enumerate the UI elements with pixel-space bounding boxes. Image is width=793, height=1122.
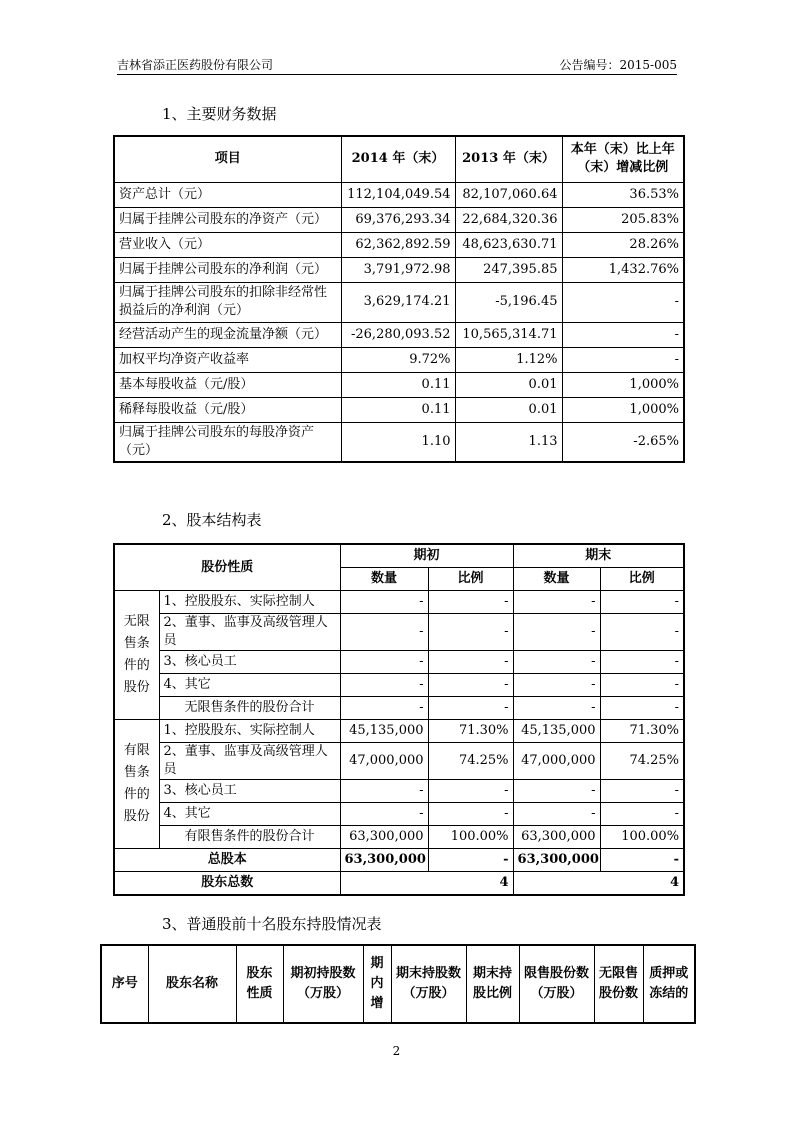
page-header — [117, 52, 677, 75]
start-qty: 63,300,000 — [340, 826, 428, 849]
start-qty: 45,135,000 — [340, 720, 428, 743]
change-ratio: - — [562, 282, 684, 322]
end-ratio: - — [600, 651, 684, 674]
end-ratio: - — [600, 803, 684, 826]
holders-col-header: 期内增 — [363, 945, 391, 1023]
total-ratio-start: - — [428, 849, 513, 872]
table-row — [114, 591, 684, 614]
table-row — [114, 207, 684, 232]
end-qty: - — [513, 674, 600, 697]
page-number: 2 — [392, 1044, 401, 1058]
value-2014: 3,791,972.98 — [341, 257, 455, 282]
section3-title: 3、普通股前十名股东持股情况表 — [162, 915, 382, 933]
value-2014: -26,280,093.52 — [341, 322, 455, 347]
value-2013: 82,107,060.64 — [455, 182, 562, 207]
value-2013: 22,684,320.36 — [455, 207, 562, 232]
end-ratio: - — [600, 780, 684, 803]
value-2013: 1.13 — [455, 422, 562, 462]
share-row-name: 4、其它 — [159, 674, 340, 697]
table-row — [114, 397, 684, 422]
holders-col-header: 限售股份数（万股） — [519, 945, 594, 1023]
end-qty: - — [513, 780, 600, 803]
end-qty: 47,000,000 — [513, 743, 600, 780]
start-ratio: - — [428, 803, 513, 826]
value-2013: 1.12% — [455, 347, 562, 372]
value-2014: 9.72% — [341, 347, 455, 372]
change-ratio: 1,000% — [562, 372, 684, 397]
col-header-2013: 2013 年（末） — [455, 136, 562, 182]
start-qty-header: 数量 — [340, 568, 428, 591]
financial-item: 经营活动产生的现金流量净额（元） — [114, 322, 341, 347]
start-qty: - — [340, 674, 428, 697]
end-qty: - — [513, 614, 600, 651]
table-row — [114, 372, 684, 397]
value-2013: 10,565,314.71 — [455, 322, 562, 347]
table-row — [114, 826, 684, 849]
change-ratio: 28.26% — [562, 232, 684, 257]
start-header: 期初 — [340, 544, 513, 568]
start-qty: 47,000,000 — [340, 743, 428, 780]
share-row-name: 2、董事、监事及高级管理人员 — [159, 743, 340, 780]
table-row — [114, 422, 684, 462]
holders-col-header: 无限售股份数 — [594, 945, 643, 1023]
table-row — [114, 743, 684, 780]
financial-item: 资产总计（元） — [114, 182, 341, 207]
value-2013: 0.01 — [455, 397, 562, 422]
start-ratio: 74.25% — [428, 743, 513, 780]
col-header-change: 本年（末）比上年（末）增减比例 — [562, 136, 684, 182]
table-row — [114, 347, 684, 372]
value-2014: 0.11 — [341, 372, 455, 397]
financial-data-table — [113, 135, 685, 463]
total-shares-start: 63,300,000 — [340, 849, 428, 872]
start-ratio: 71.30% — [428, 720, 513, 743]
value-2014: 1.10 — [341, 422, 455, 462]
holders-col-header: 期末持股数（万股） — [391, 945, 466, 1023]
financial-item: 营业收入（元） — [114, 232, 341, 257]
end-qty: - — [513, 803, 600, 826]
table-row — [114, 780, 684, 803]
value-2013: -5,196.45 — [455, 282, 562, 322]
total-ratio-end: - — [600, 849, 684, 872]
table-row — [114, 674, 684, 697]
end-qty: 45,135,000 — [513, 720, 600, 743]
end-qty-header: 数量 — [513, 568, 600, 591]
table-row — [114, 697, 684, 720]
end-ratio: - — [600, 697, 684, 720]
col-header-item: 项目 — [114, 136, 341, 182]
start-qty: - — [340, 614, 428, 651]
table-row — [114, 651, 684, 674]
nature-header: 股份性质 — [114, 544, 340, 591]
table-row — [114, 614, 684, 651]
share-row-name: 1、控股股东、实际控制人 — [159, 720, 340, 743]
start-qty: - — [340, 780, 428, 803]
share-row-name: 4、其它 — [159, 803, 340, 826]
table-row — [114, 803, 684, 826]
notice-number: 公告编号：2015-005 — [559, 58, 677, 72]
change-ratio: 36.53% — [562, 182, 684, 207]
start-qty: - — [340, 651, 428, 674]
table-row — [114, 282, 684, 322]
holders-label: 股东总数 — [114, 872, 340, 896]
start-ratio: - — [428, 780, 513, 803]
change-ratio: 1,000% — [562, 397, 684, 422]
change-ratio: -2.65% — [562, 422, 684, 462]
value-2013: 247,395.85 — [455, 257, 562, 282]
holders-col-header: 期末持股比例 — [466, 945, 519, 1023]
start-qty: - — [340, 803, 428, 826]
holders-col-header: 股东性质 — [236, 945, 283, 1023]
start-ratio: - — [428, 697, 513, 720]
start-ratio: - — [428, 614, 513, 651]
start-qty: - — [340, 591, 428, 614]
share-row-name: 3、核心员工 — [159, 780, 340, 803]
financial-item: 加权平均净资产收益率 — [114, 347, 341, 372]
section1-title: 1、主要财务数据 — [162, 105, 277, 123]
end-qty: - — [513, 591, 600, 614]
total-shares-end: 63,300,000 — [513, 849, 600, 872]
share-group-label: 无限售条件的股份 — [114, 591, 159, 720]
financial-item: 稀释每股收益（元/股） — [114, 397, 341, 422]
share-row-name: 2、董事、监事及高级管理人员 — [159, 614, 340, 651]
holders-col-header: 序号 — [101, 945, 148, 1023]
start-ratio: - — [428, 674, 513, 697]
value-2014: 62,362,892.59 — [341, 232, 455, 257]
value-2013: 48,623,630.71 — [455, 232, 562, 257]
financial-item: 归属于挂牌公司股东的每股净资产（元） — [114, 422, 341, 462]
end-qty: 63,300,000 — [513, 826, 600, 849]
end-ratio: 71.30% — [600, 720, 684, 743]
share-row-name: 1、控股股东、实际控制人 — [159, 591, 340, 614]
end-qty: - — [513, 697, 600, 720]
end-ratio: 74.25% — [600, 743, 684, 780]
start-ratio: - — [428, 651, 513, 674]
end-ratio: - — [600, 591, 684, 614]
share-structure-table — [113, 543, 685, 896]
end-header: 期末 — [513, 544, 684, 568]
change-ratio: 1,432.76% — [562, 257, 684, 282]
total-shares-label: 总股本 — [114, 849, 340, 872]
section2-title: 2、股本结构表 — [162, 511, 262, 529]
share-row-name: 无限售条件的股份合计 — [159, 697, 340, 720]
start-ratio: - — [428, 591, 513, 614]
table-row — [114, 232, 684, 257]
holders-start: 4 — [340, 872, 513, 896]
end-ratio: 100.00% — [600, 826, 684, 849]
top-holders-table — [100, 944, 696, 1024]
change-ratio: - — [562, 347, 684, 372]
change-ratio: 205.83% — [562, 207, 684, 232]
start-ratio: 100.00% — [428, 826, 513, 849]
value-2014: 112,104,049.54 — [341, 182, 455, 207]
holders-col-header: 期初持股数（万股） — [283, 945, 363, 1023]
share-row-name: 3、核心员工 — [159, 651, 340, 674]
share-row-name: 有限售条件的股份合计 — [159, 826, 340, 849]
company-name: 吉林省添正医药股份有限公司 — [117, 58, 274, 72]
financial-item: 基本每股收益（元/股） — [114, 372, 341, 397]
start-ratio-header: 比例 — [428, 568, 513, 591]
value-2013: 0.01 — [455, 372, 562, 397]
table-row — [114, 322, 684, 347]
end-ratio: - — [600, 674, 684, 697]
value-2014: 69,376,293.34 — [341, 207, 455, 232]
holders-col-header: 股东名称 — [148, 945, 236, 1023]
financial-item: 归属于挂牌公司股东的净资产（元） — [114, 207, 341, 232]
table-row — [114, 720, 684, 743]
table-row — [114, 182, 684, 207]
value-2014: 3,629,174.21 — [341, 282, 455, 322]
col-header-2014: 2014 年（末） — [341, 136, 455, 182]
end-ratio: - — [600, 614, 684, 651]
financial-item: 归属于挂牌公司股东的扣除非经常性损益后的净利润（元） — [114, 282, 341, 322]
end-ratio-header: 比例 — [600, 568, 684, 591]
financial-item: 归属于挂牌公司股东的净利润（元） — [114, 257, 341, 282]
holders-end: 4 — [513, 872, 684, 896]
start-qty: - — [340, 697, 428, 720]
end-qty: - — [513, 651, 600, 674]
share-group-label: 有限售条件的股份 — [114, 720, 159, 849]
holders-col-header: 质押或冻结的 — [643, 945, 695, 1023]
change-ratio: - — [562, 322, 684, 347]
value-2014: 0.11 — [341, 397, 455, 422]
table-row — [114, 257, 684, 282]
